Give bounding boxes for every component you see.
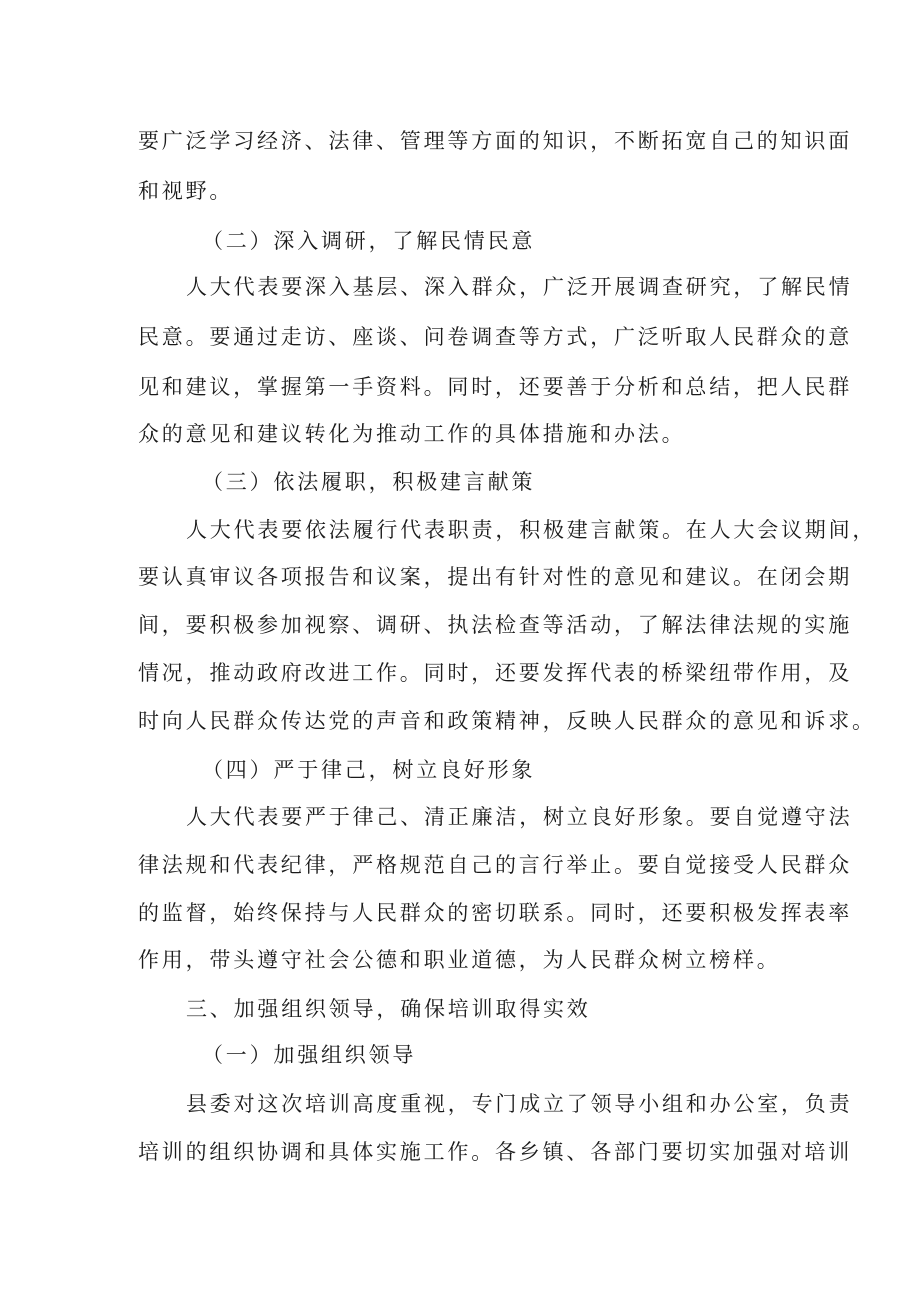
body-text-line: 的监督，始终保持与人民群众的密切联系。同时，还要积极发挥表率 (138, 901, 852, 925)
body-text-line: 要认真审议各项报告和议案，提出有针对性的意见和建议。在闭会期 (138, 565, 852, 589)
subsection-heading-4: （四）严于律己，树立良好形象 (202, 758, 536, 782)
body-text-line: 时向人民群众传达党的声音和政策精神，反映人民群众的意见和诉求。 (138, 709, 876, 733)
subsection-heading-1: （一）加强组织领导 (202, 1043, 417, 1067)
body-text-line: 人大代表要严于律己、清正廉洁，树立良好形象。要自觉遵守法 (186, 805, 853, 829)
section-heading-3: 三、加强组织领导，确保培训取得实效 (186, 997, 591, 1021)
body-text-line: 人大代表要深入基层、深入群众，广泛开展调查研究，了解民情 (186, 275, 853, 299)
body-text-line: 律法规和代表纪律，严格规范自己的言行举止。要自觉接受人民群众 (138, 853, 852, 877)
body-text-line: 众的意见和建议转化为推动工作的具体措施和办法。 (138, 422, 686, 446)
body-text-line: 和视野。 (138, 179, 234, 203)
body-text-line: 人大代表要依法履行代表职责，积极建言献策。在人大会议期间， (186, 518, 877, 542)
body-text-line: 见和建议，掌握第一手资料。同时，还要善于分析和总结，把人民群 (138, 375, 852, 399)
subsection-heading-3: （三）依法履职，积极建言献策 (202, 470, 536, 494)
body-text-line: 要广泛学习经济、法律、管理等方面的知识，不断拓宽自己的知识面 (138, 129, 852, 153)
body-text-line: 作用，带头遵守社会公德和职业道德，为人民群众树立榜样。 (138, 948, 781, 972)
body-text-line: 间，要积极参加视察、调研、执法检查等活动，了解法律法规的实施 (138, 613, 852, 637)
body-text-line: 县委对这次培训高度重视，专门成立了领导小组和办公室，负责 (186, 1092, 853, 1116)
subsection-heading-2: （二）深入调研，了解民情民意 (202, 229, 536, 253)
body-text-line: 培训的组织协调和具体实施工作。各乡镇、各部门要切实加强对培训 (138, 1140, 852, 1164)
body-text-line: 民意。要通过走访、座谈、问卷调查等方式，广泛听取人民群众的意 (138, 325, 852, 349)
body-text-line: 情况，推动政府改进工作。同时，还要发挥代表的桥梁纽带作用，及 (138, 661, 852, 685)
